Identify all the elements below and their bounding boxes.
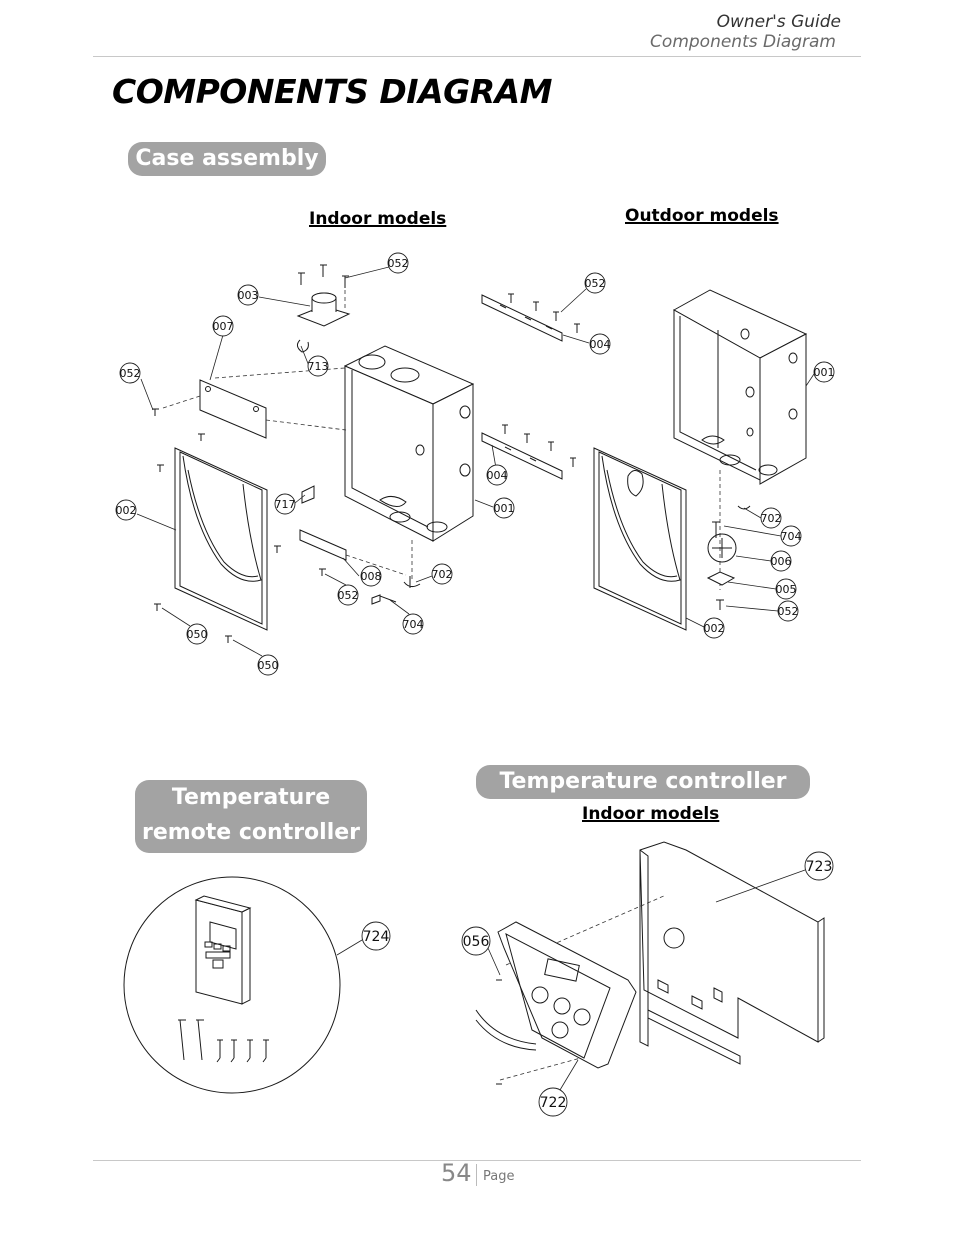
callout-008 [361,566,382,586]
callout-052-bottom [338,585,359,605]
page-number: 54 [441,1159,472,1187]
callout-052-top [388,253,409,273]
callout-label: 723 [805,859,833,875]
callout-label: 722 [539,1095,567,1111]
callout-label: 724 [362,929,390,945]
callout-702-indoor [432,564,453,584]
callout-label: 704 [402,618,424,631]
callout-label: 052 [119,367,141,380]
header-section-title: Components Diagram [650,32,836,52]
callout-001-indoor [494,498,515,518]
callout-label: 052 [584,277,606,290]
callout-050-b [258,655,279,675]
indoor-case-assembly [116,253,611,675]
callout-label: 713 [307,360,329,373]
temperature-controller-label: Temperature controller [476,765,810,799]
callout-label: 002 [115,504,137,517]
callout-702-outdoor [761,508,782,528]
temperature-controller-drawing [462,842,833,1116]
page-title: COMPONENTS DIAGRAM [112,72,552,111]
callout-723 [805,852,833,880]
callout-056 [462,927,490,955]
callout-label: 050 [186,628,208,641]
callout-050-a [187,624,208,644]
callout-717 [275,494,296,514]
page-word: Page [483,1169,515,1184]
callout-label: 001 [813,366,835,379]
outdoor-models-heading: Outdoor models [625,206,779,226]
outdoor-case-assembly [594,290,835,638]
callout-006 [771,551,792,571]
remote-label-line1: Temperature [171,785,331,810]
callout-label: 004 [589,338,611,351]
callout-704-outdoor [781,526,802,546]
callout-label: 052 [337,589,359,602]
callout-label: 056 [462,934,490,950]
callout-713 [308,356,329,376]
callout-label: 702 [431,568,453,581]
callout-722 [539,1088,567,1116]
callout-004-lower [487,465,508,485]
callout-label: 003 [237,289,259,302]
header-guide-title: Owner's Guide [716,12,841,32]
case-assembly-label: Case assembly [128,142,326,176]
callout-004-upper [590,334,611,354]
callout-label: 002 [703,622,725,635]
footer-divider [93,1160,861,1161]
controller-indoor-heading: Indoor models [582,804,720,824]
callout-label: 052 [387,257,409,270]
callout-052-bracket [585,273,606,293]
indoor-models-heading: Indoor models [309,209,447,229]
callout-label: 050 [257,659,279,672]
callout-007 [213,316,234,336]
callout-052-outdoor [778,601,799,621]
callout-label: 006 [770,555,792,568]
remote-label-line2: remote controller [141,820,361,845]
callout-001-outdoor [814,362,835,382]
callout-002-outdoor [704,618,725,638]
callout-label: 001 [493,502,515,515]
callout-label: 007 [212,320,234,333]
callout-label: 008 [360,570,382,583]
page-separator [476,1164,477,1186]
callout-label: 052 [777,605,799,618]
callout-label: 004 [486,469,508,482]
callout-704-indoor [403,614,424,634]
callout-label: 005 [775,583,797,596]
callout-label: 717 [274,498,296,511]
callout-label: 704 [780,530,802,543]
callout-052-left [120,363,141,383]
remote-controller-drawing [124,877,390,1093]
callout-label: 702 [760,512,782,525]
callout-002-indoor [116,500,137,520]
callout-005 [776,579,797,599]
callout-724 [362,922,390,950]
callout-003 [238,285,259,305]
